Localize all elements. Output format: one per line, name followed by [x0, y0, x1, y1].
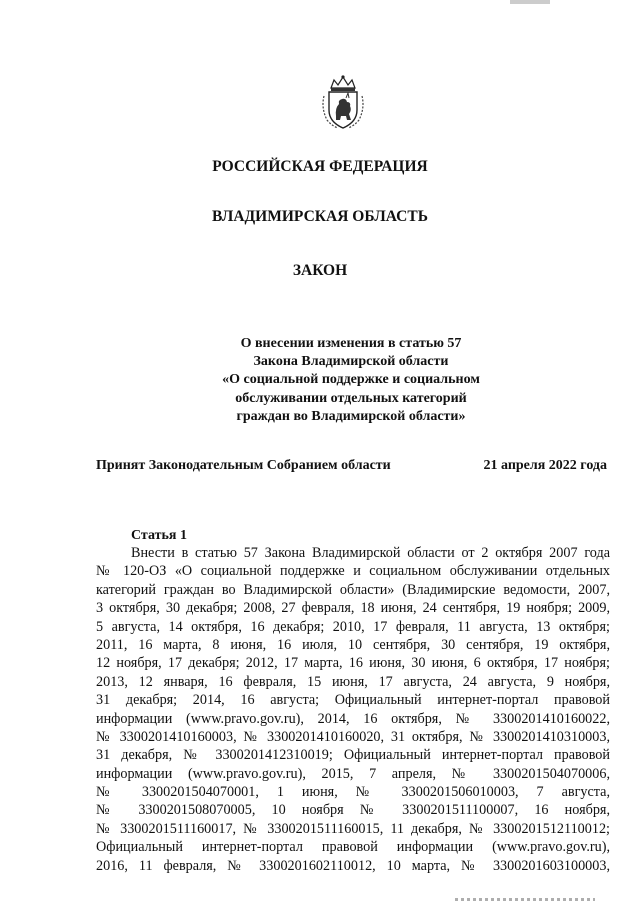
scan-artifact	[510, 0, 550, 4]
article-line: 2013, 12 января, 16 февраля, 15 июня, 17 августа, 24 августа, 9 ноября,	[96, 673, 610, 690]
subject-line: обслуживании отдельных категорий	[235, 390, 467, 406]
article-line: Внести в статью 57 Закона Владимирской области от 2 октября 2007 года	[131, 545, 610, 561]
article-line: № 120-ОЗ «О социальной поддержке и социальном обслуживании отдельных	[96, 563, 610, 580]
adoption-date: 21 апреля 2022 года	[483, 458, 607, 473]
article-line: № 3300201410160003, № 3300201410160020, 31 октября, № 3300201410310003,	[96, 728, 610, 745]
subject-line: граждан во Владимирской области»	[236, 408, 466, 424]
article-line: 2016, 11 февраля, № 3300201602110012, 10 марта, № 3300201603100003,	[96, 857, 610, 874]
article-line: 5 августа, 14 октября, 16 декабря; 2010, 17 февраля, 11 августа, 13 октября;	[96, 618, 610, 635]
article-title: Статья 1	[131, 528, 187, 543]
article-body	[96, 544, 610, 875]
subject-line: О внесении изменения в статью 57	[240, 336, 462, 351]
adopted-by: Принят Законодательным Собранием области	[96, 458, 391, 473]
article-line: 2011, 16 марта, 8 июня, 16 июля, 10 сентября, 30 сентября, 19 октября,	[96, 636, 610, 653]
country-heading: РОССИЙСКАЯ ФЕДЕРАЦИЯ	[212, 158, 428, 175]
article-line: информации (www.pravo.gov.ru), 2014, 16 октября, № 3300201410160022,	[96, 710, 610, 727]
article-line: Официальный интернет-портал правовой информации (www.pravo.gov.ru),	[96, 839, 610, 856]
article-line: 12 ноября, 17 декабря; 2012, 17 марта, 16 июня, 30 июня, 6 октября, 17 ноября;	[96, 655, 610, 672]
article-line: 31 декабря, № 3300201412310019; Официальный интернет-портал правовой	[96, 747, 610, 764]
scan-artifact	[455, 898, 595, 901]
article-line: категорий граждан во Владимирской области» (Владимирские ведомости, 2007,	[96, 581, 610, 598]
law-subject	[196, 335, 506, 426]
article-line: информации (www.pravo.gov.ru), 2015, 7 апреля, № 3300201504070006,	[96, 765, 610, 782]
article-line: 3 октября, 30 декабря; 2008, 27 февраля, 18 июня, 24 сентября, 19 ноября; 2009,	[96, 600, 610, 617]
article-line: № 3300201504070001, 1 июня, № 3300201506010003, 7 августа,	[96, 784, 610, 801]
subject-line: «О социальной поддержке и социальном	[222, 372, 480, 388]
doc-type-heading: ЗАКОН	[292, 262, 348, 279]
article-line: № 3300201511160017, № 3300201511160015, 11 декабря, № 3300201512110012;	[96, 820, 610, 837]
coat-of-arms-icon	[318, 74, 368, 130]
region-heading: ВЛАДИМИРСКАЯ ОБЛАСТЬ	[212, 208, 428, 225]
article-line: № 3300201508070005, 10 ноября № 3300201511100007, 16 ноября,	[96, 802, 610, 819]
subject-line: Закона Владимирской области	[253, 354, 449, 370]
article-line: 31 декабря; 2014, 16 августа; Официальный интернет-портал правовой	[96, 692, 610, 709]
